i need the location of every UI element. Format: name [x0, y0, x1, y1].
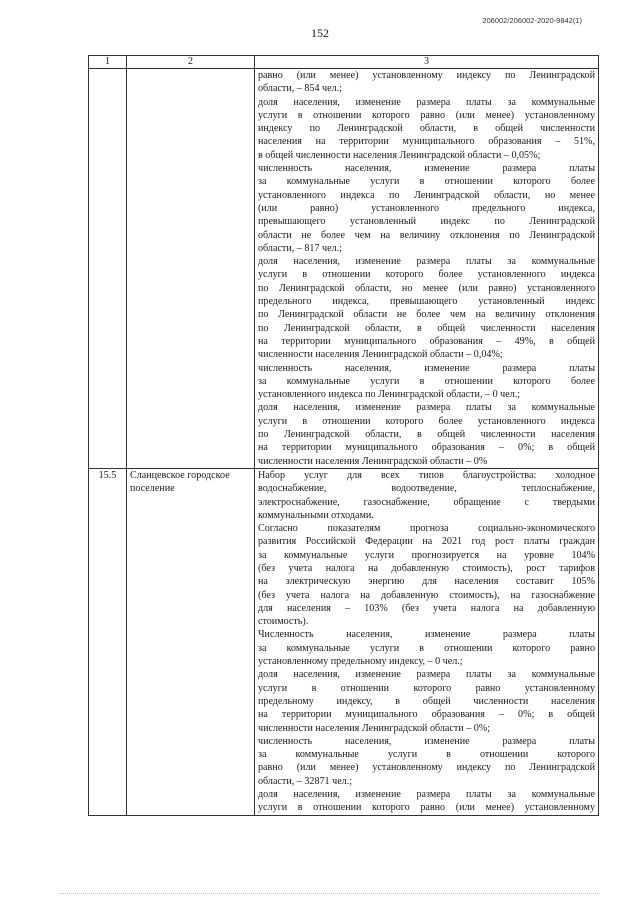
text-line: электроснабжение, газоснабжение, обращение с твердыми — [258, 496, 595, 508]
row-number-cell — [89, 69, 127, 469]
column-header-3: 3 — [255, 56, 599, 69]
text-line: водоснабжение, водоотведение, теплоснабжение, — [258, 483, 595, 495]
table-header-row — [89, 56, 599, 69]
text-line: (без учета налога на добавленную стоимость), на газоснабжение — [258, 589, 595, 601]
text-line: Набор услуг для всех типов благоустройства: холодное — [258, 469, 595, 481]
description-cell — [255, 468, 599, 815]
text-line: доля населения, изменение размера платы за коммунальные — [258, 669, 595, 681]
text-line: за коммунальные услуги в отношении которого более — [258, 375, 595, 387]
text-line: доля населения, изменение размера платы за коммунальные — [258, 402, 595, 414]
text-line: за коммунальные услуги в отношении которого более — [258, 176, 595, 188]
text-line: услуги в отношении которого равно (или менее) установленному — [258, 802, 595, 814]
column-header-1: 1 — [89, 56, 127, 69]
page-number: 152 — [311, 26, 329, 40]
text-line: равно (или менее) установленному индексу по Ленинградской — [258, 762, 595, 774]
text-line: Численность населения, изменение размера платы — [258, 629, 595, 641]
text-line: услуги в отношении которого равно (или менее) установленному — [258, 109, 595, 121]
text-line: области, – 817 чел.; — [258, 242, 342, 254]
text-line: за коммунальные услуги прогнозируется на уровне 104% — [258, 549, 595, 561]
text-line: доля населения, изменение размера платы за коммунальные — [258, 789, 595, 801]
text-line: за коммунальные услуги в отношении которого — [258, 749, 595, 761]
text-line: (без учета налога на добавленную стоимость), рост тарифов — [258, 562, 595, 574]
text-line: численности населения Ленинградской области – 0%; — [258, 722, 491, 734]
text-line: установленного индекса по Ленинградской области, но менее — [258, 189, 595, 201]
text-line: индексу по Ленинградской области, в общей численности — [258, 123, 595, 135]
text-line: численность населения, изменение размера платы — [258, 735, 595, 747]
text-line: области, – 854 чел.; — [258, 83, 342, 95]
text-line: на территории муниципального образования – 0%; в общей — [258, 442, 595, 454]
text-line: доля населения, изменение размера платы за коммунальные — [258, 96, 595, 108]
row-number-cell: 15.5 — [89, 468, 127, 815]
text-line: на территории муниципального образования – 49%, в общей — [258, 335, 595, 347]
text-line: Согласно показателям прогноза социально-экономического — [258, 523, 595, 535]
text-line: на электрическую энергию для населения составит 105% — [258, 576, 595, 588]
text-line: численности населения Ленинградской области – 0% — [258, 455, 488, 467]
text-line: стоимость). — [258, 616, 309, 628]
text-line: численности населения Ленинградской области – 0,04%; — [258, 349, 503, 361]
text-line: услуги в отношении которого более установленного индекса — [258, 269, 595, 281]
text-line: по Ленинградской области, в общей численности населения — [258, 322, 595, 334]
scan-footer-edge — [60, 893, 600, 896]
table-row — [89, 69, 599, 469]
text-line: предельного индекса, превышающего установленный индекс — [258, 296, 595, 308]
document-id: 206002/206002-2020-9842(1) — [482, 16, 582, 25]
text-line: предельному индексу, в общей численности населения — [258, 695, 595, 707]
municipal-utilities-table — [88, 55, 599, 816]
text-line: равно (или менее) установленному индексу по Ленинградской — [258, 70, 595, 81]
text-line: на территории муниципального образования – 0%; в общей — [258, 709, 595, 721]
municipality-name-cell — [127, 69, 255, 469]
text-line: коммунальными отходами. — [258, 509, 374, 521]
text-line: по Ленинградской области, но менее (или равно) установленного — [258, 282, 595, 294]
column-header-2: 2 — [127, 56, 255, 69]
text-line: в общей численности населения Ленинградской области – 0,05%; — [258, 149, 541, 161]
text-line: численность населения, изменение размера платы — [258, 362, 595, 374]
text-line: установленному предельному индексу, – 0 чел.; — [258, 656, 463, 668]
text-line: услуги в отношении которого равно установленному — [258, 682, 595, 694]
text-line: области, – 32871 чел.; — [258, 775, 353, 787]
municipality-name-cell: Сланцевское городское поселение — [127, 468, 255, 815]
text-line: установленного индекса по Ленинградской области, – 0 чел.; — [258, 389, 521, 401]
text-line: услуги в отношении которого более установленного индекса — [258, 415, 595, 427]
text-line: развития Российской Федерации на 2021 год рост платы граждан — [258, 536, 595, 548]
text-line: области не более чем на величину отклонения по Ленинградской — [258, 229, 595, 241]
text-line: по Ленинградской области, в общей численности населения — [258, 429, 595, 441]
text-line: превышающего установленный индекс по Ленинградской — [258, 216, 595, 228]
text-line: численность населения, изменение размера платы — [258, 163, 595, 175]
text-line: для населения – 103% (без учета налога на добавленную — [258, 602, 595, 614]
text-line: по Ленинградской области не более чем на величину отклонения — [258, 309, 595, 321]
text-line: (или равно) установленного предельного индекса, — [258, 202, 595, 214]
text-line: за коммунальные услуги в отношении которого равно — [258, 642, 595, 654]
description-cell — [255, 69, 599, 469]
text-line: населения на территории муниципального образования – 51%, — [258, 136, 595, 148]
table-row — [89, 468, 599, 815]
text-line: доля населения, изменение размера платы за коммунальные — [258, 256, 595, 268]
